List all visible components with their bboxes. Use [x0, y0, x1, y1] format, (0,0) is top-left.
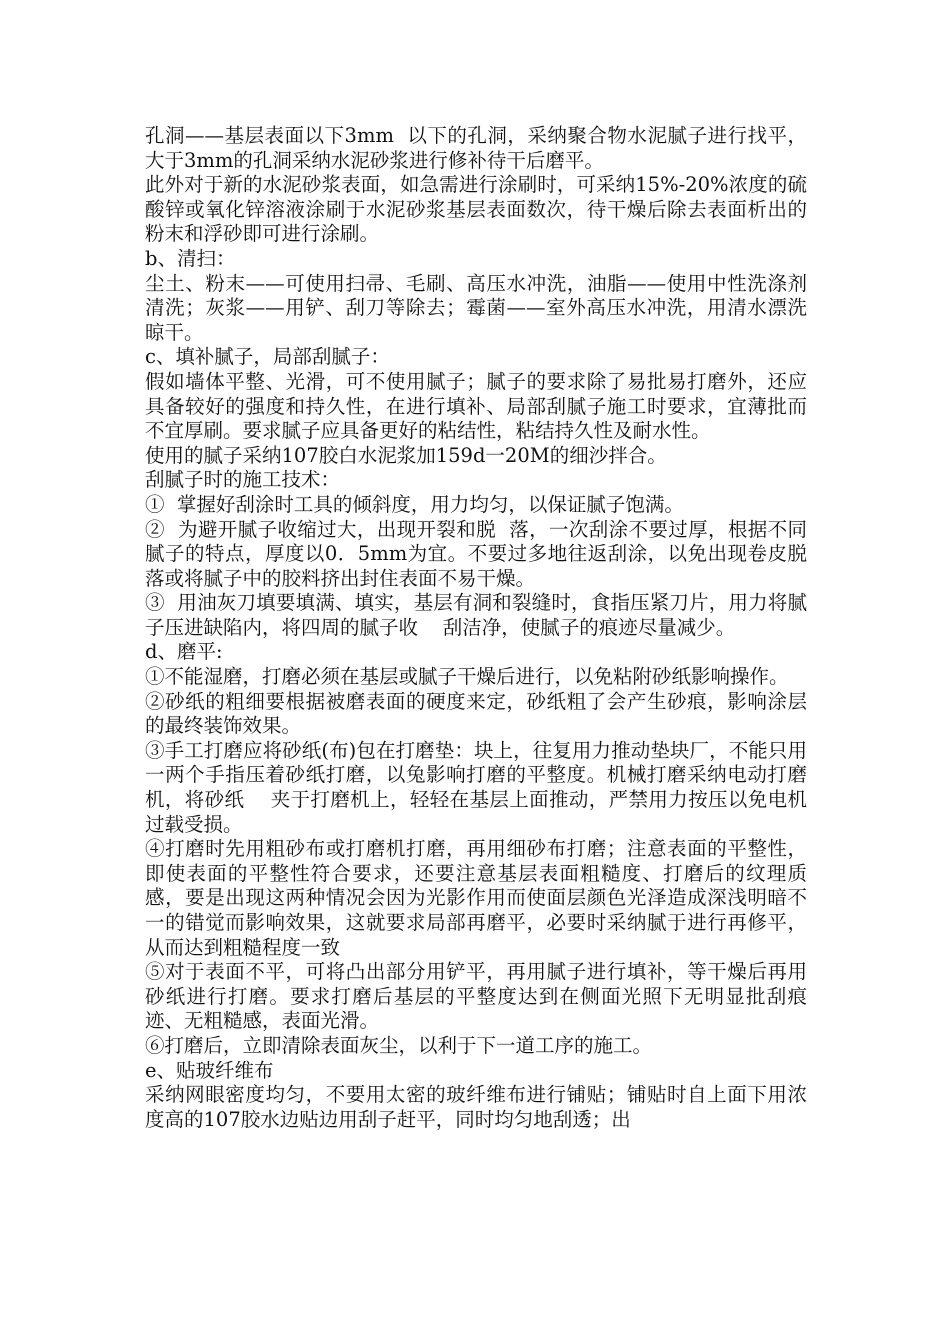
list-item-sanding-3: ③手工打磨应将砂纸(布)包在打磨垫：块上，往复用力推动垫块厂，不能只用一两个手指压着砂纸打磨，以兔影响打磨的平整度。机械打磨采纳电动打磨机，将砂纸 夹于打磨机上，轻轻在基层上面推动，严禁用力按压以免电机过载受损。	[145, 738, 807, 836]
paragraph-fiberglass: 采纳网眼密度均匀，不要用太密的玻纤维布进行铺贴；铺贴时自上面下用浓度高的107胶水边贴边用刮子赶平，同时均匀地刮透；出	[145, 1083, 807, 1131]
list-item-sanding-4: ④打磨时先用粗砂布或打磨机打磨，再用细砂布打磨；注意表面的平整性，即使表面的平整性符合要求，还要注意基层表面粗糙度、打磨后的纹理质感，要是出现这两种情况会因为光影作用而使面层颜色光泽造成深浅明暗不一的错觉而影响效果，这就要求局部再磨平，必要时采纳腻于进行再修平，从而达到粗糙程度一致	[145, 837, 807, 959]
heading-cleaning: b、清扫：	[145, 246, 236, 270]
list-item-sanding-6: ⑥打磨后，立即清除表面灰尘，以利于下一道工序的施工。	[145, 1033, 653, 1057]
heading-sanding: d、磨平:	[145, 640, 223, 664]
paragraph-holes: 孔洞——基层表面以下3mm 以下的孔洞，采纳聚合物水泥腻子进行找平，大于3mm的孔洞采纳水泥砂浆进行修补待干后磨平。	[145, 124, 807, 172]
list-item-sanding-5: ⑤对于表面不平，可将凸出部分用铲平，再用腻子进行填补，等干燥后再用砂纸进行打磨。要求打磨后基层的平整度达到在侧面光照下无明显批刮痕迹、无粗糙感，表面光滑。	[145, 960, 807, 1033]
heading-putty: c、填补腻子，局部刮腻子：	[145, 345, 390, 369]
paragraph-putty-requirements: 假如墙体平整、光滑，可不使用腻子；腻子的要求除了易批易打磨外，还应具备较好的强度和持久性，在进行填补、局部刮腻子施工时要求，宜薄批而不宜厚刷。要求腻子应具备更好的粘结性，粘结持久性及耐水性。	[145, 369, 807, 443]
list-item-putty-1: ① 掌握好刮涂时工具的倾斜度，用力均匀，以保证腻子饱满。	[145, 492, 684, 516]
document-page	[145, 124, 807, 1132]
list-item-sanding-2: ②砂纸的粗细要根据被磨表面的硬度来定，砂纸粗了会产生砂痕，影响涂层的最终装饰效果。	[145, 689, 807, 738]
list-item-putty-2: ② 为避开腻子收缩过大，出现开裂和脱 落，一次刮涂不要过厚，根据不同腻子的特点，厚度以0．5mm为宜。不要过多地往返刮涂，以免出现卷皮脱落或将腻子中的胶料挤出封住表面不易干燥。	[145, 517, 807, 590]
heading-putty-technique: 刮腻子时的施工技术：	[145, 468, 341, 492]
paragraph-cleaning: 尘土、粉末——可使用扫帚、毛刷、高压水冲洗，油脂——使用中性洗涤剂清洗；灰浆——用铲、刮刀等除去；霉菌——室外高压水冲洗，用清水漂洗晾干。	[145, 271, 807, 344]
heading-fiberglass: e、贴玻纤维布	[145, 1058, 274, 1082]
paragraph-putty-mix: 使用的腻子采纳107胶白水泥浆加159d一20M的细沙拌合。	[145, 443, 667, 467]
paragraph-new-mortar: 此外对于新的水泥砂浆表面，如急需进行涂刷时，可采纳15%-20%浓度的硫酸锌或氧化锌溶液涂刷于水泥砂浆基层表面数次，待干燥后除去表面析出的粉末和浮砂即可进行涂刷。	[145, 173, 807, 246]
list-item-sanding-1: ①不能湿磨，打磨必须在基层或腻子干燥后进行，以免粘附砂纸影响操作。	[145, 665, 789, 689]
list-item-putty-3: ③ 用油灰刀填要填满、填实，基层有洞和裂缝时，食指压紧刀片，用力将腻子压进缺陷内，将四周的腻子收 刮洁净，使腻子的痕迹尽量减少。	[145, 591, 807, 639]
